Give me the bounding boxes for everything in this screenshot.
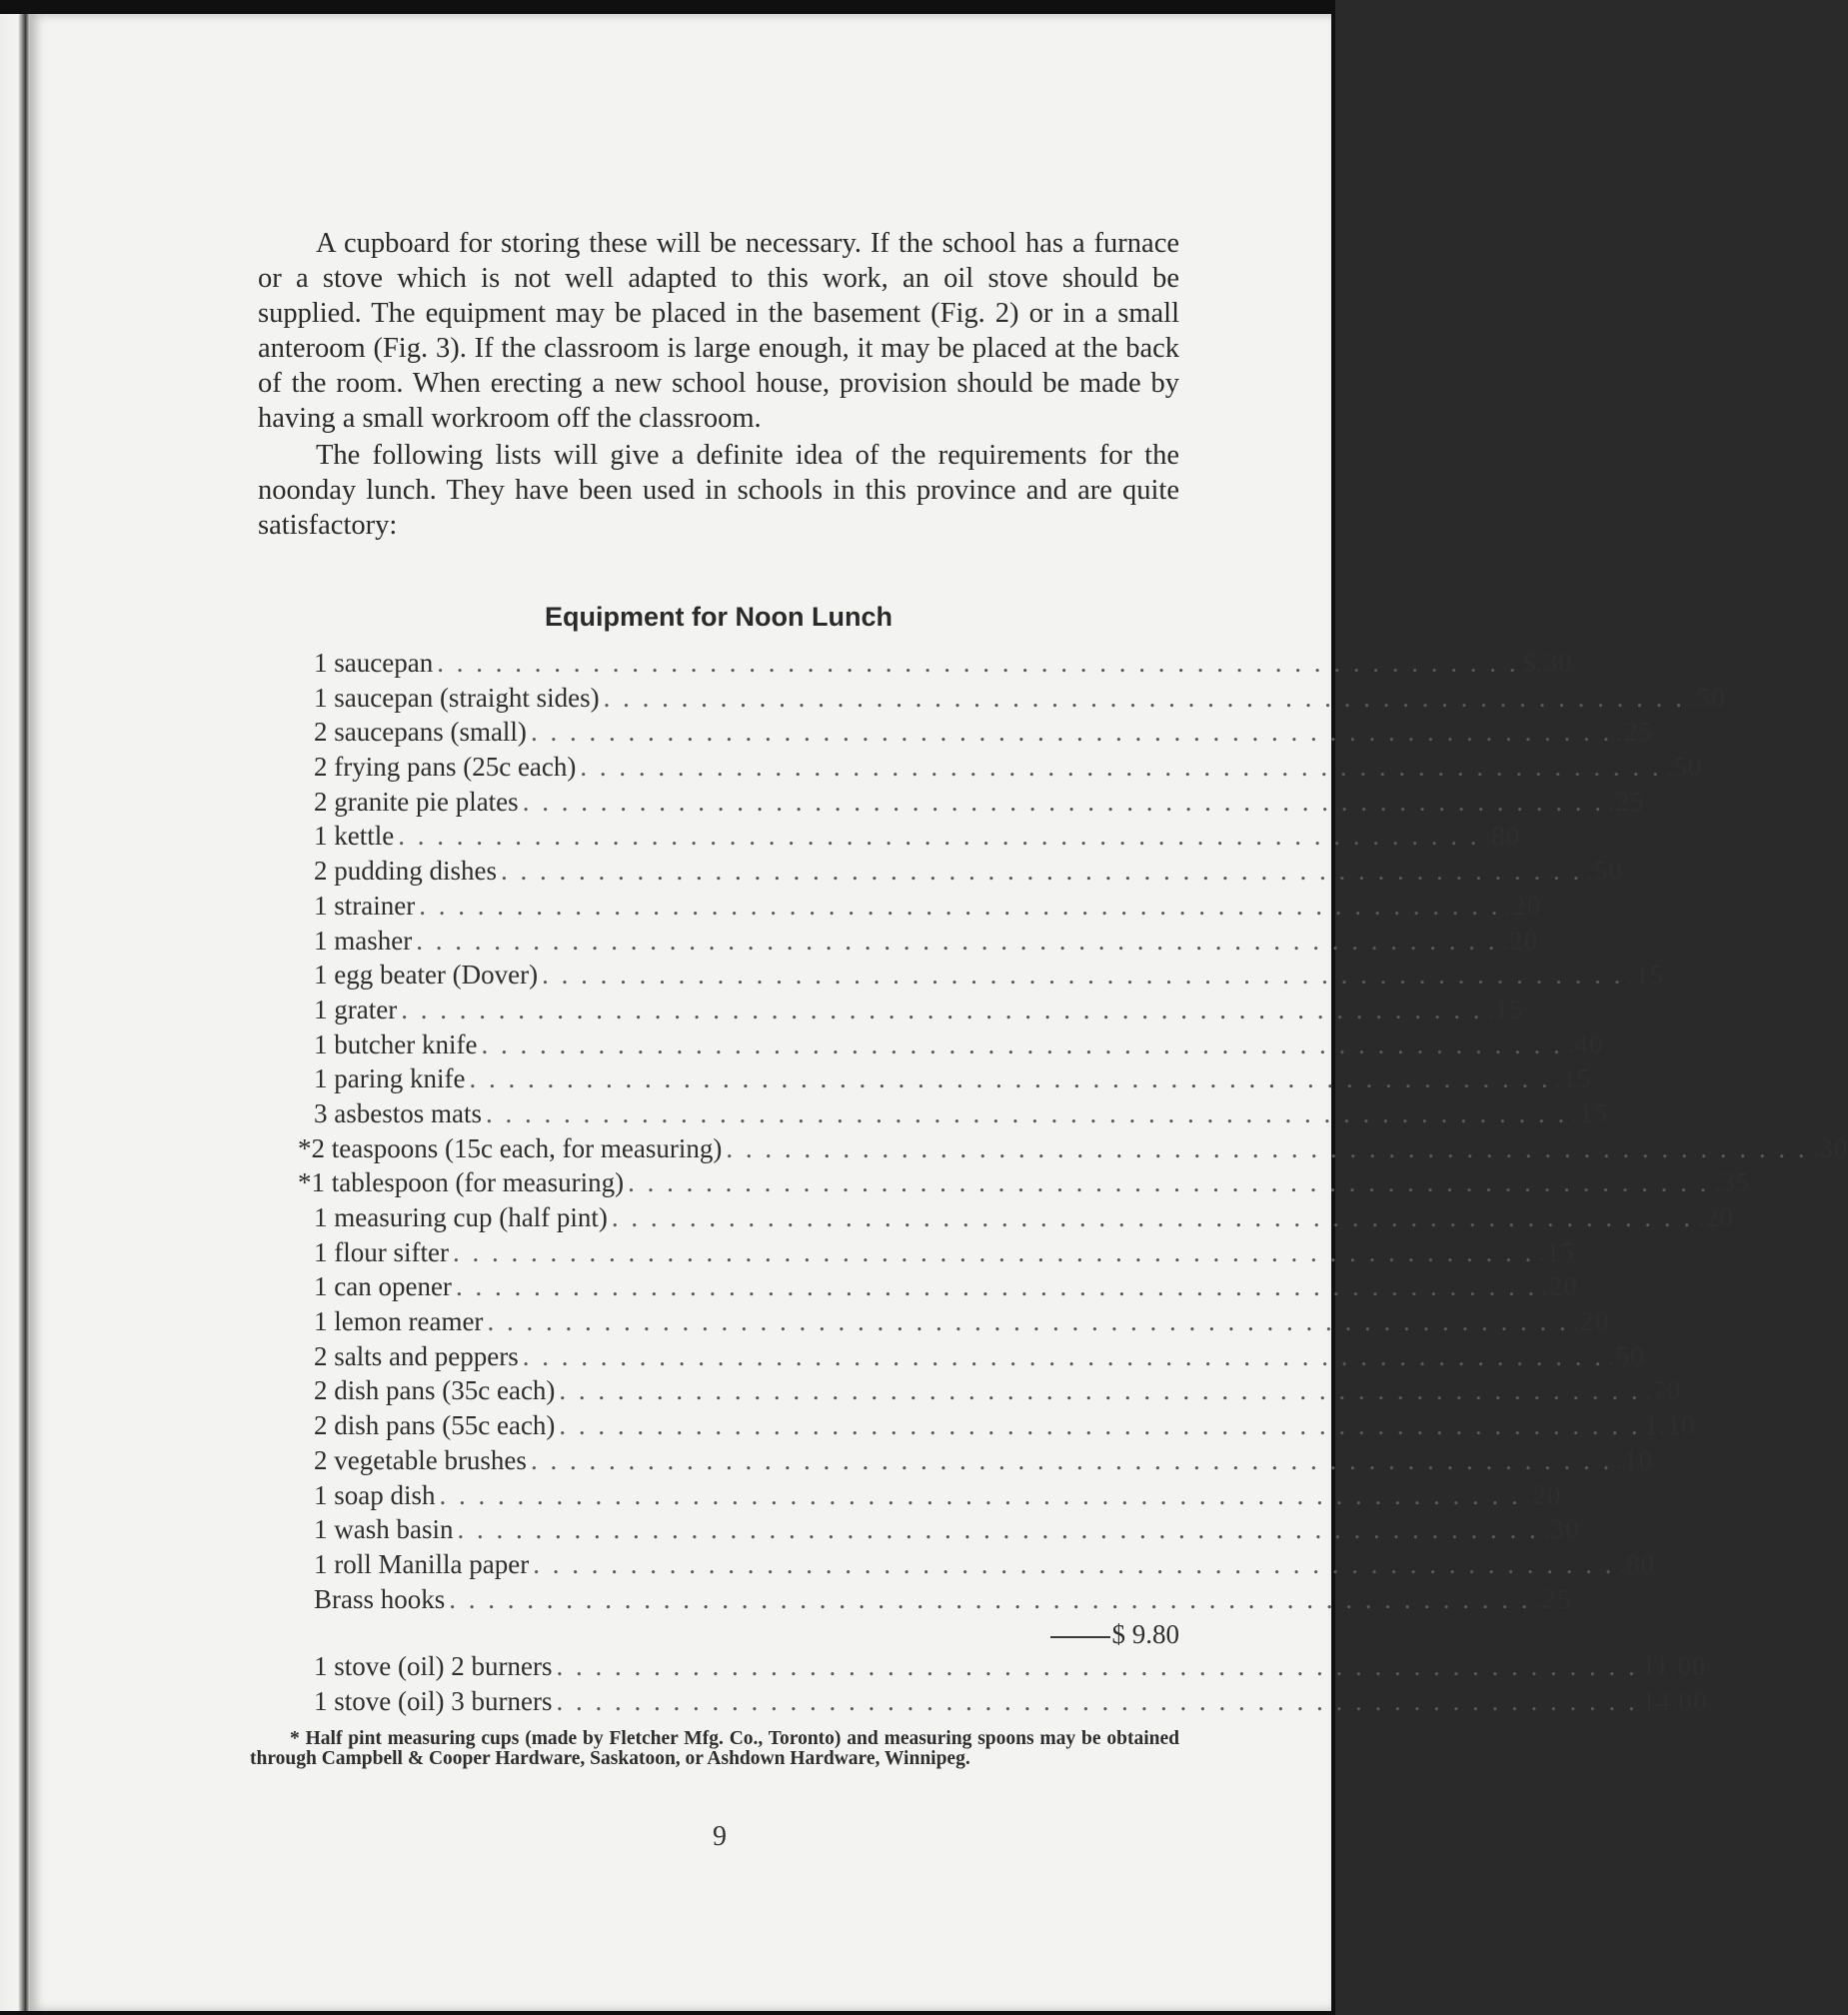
- equipment-item: [314, 1096, 1608, 1131]
- item-name: 1 wash basin: [314, 1514, 454, 1545]
- item-name: 2 salts and peppers: [314, 1340, 519, 1371]
- leader-dots: . . . . . . . . . . . . . . . . . . . . . . . . . . . . . . . . . . . . . . . . . . . . . . . . . . . . . . . .: [487, 1306, 1569, 1337]
- item-name: 1 butcher knife: [314, 1028, 478, 1059]
- item-price: .50: [1586, 856, 1624, 887]
- body-text: [258, 226, 1179, 543]
- item-name: 1 paring knife: [314, 1063, 466, 1094]
- leader-dots: . . . . . . . . . . . . . . . . . . . . . . . . . . . . . . . . . . . . . . . . . . . . . . . . . . . . . . . .: [439, 1479, 1521, 1510]
- leader-dots: . . . . . . . . . . . . . . . . . . . . . . . . . . . . . . . . . . . . . . . . . . . . . . . . . . . . . . . .: [416, 925, 1498, 956]
- item-price: .25: [1616, 717, 1653, 748]
- item-price: .50: [1607, 1340, 1645, 1371]
- item-name: 2 pudding dishes: [314, 856, 498, 887]
- item-name: 1 measuring cup (half pint): [314, 1202, 608, 1232]
- item-name: 1 saucepan (straight sides): [314, 682, 600, 713]
- item-price: .80: [1483, 821, 1521, 852]
- equipment-item: [314, 1512, 1580, 1547]
- item-name: *2 teaspoons (15c each, for measuring): [298, 1132, 723, 1163]
- equipment-item: [314, 1027, 1604, 1062]
- paragraph-2: The following lists will give a definite idea of the requirements for the noonday lunch. They have been used in schools in this province and are quite satisfactory:: [258, 440, 1179, 541]
- item-price: .80: [1618, 1548, 1656, 1579]
- item-price: .15: [1554, 1063, 1592, 1094]
- item-name: 1 flour sifter: [314, 1236, 449, 1267]
- item-name: 1 stove (oil) 3 burners: [314, 1685, 553, 1716]
- subtotal-rule: [1050, 1636, 1110, 1638]
- item-name: 2 vegetable brushes: [314, 1444, 527, 1475]
- item-price: .20: [1504, 890, 1542, 921]
- item-price: .15: [1571, 1097, 1608, 1128]
- leader-dots: . . . . . . . . . . . . . . . . . . . . . . . . . . . . . . . . . . . . . . . . . . . . . . . . . . . . . . . .: [452, 1236, 1535, 1267]
- item-name: 1 soap dish: [314, 1479, 436, 1510]
- item-name: 1 roll Manilla paper: [314, 1548, 530, 1579]
- leader-dots: . . . . . . . . . . . . . . . . . . . . . . . . . . . . . . . . . . . . . . . . . . . . . . . . . . . . . . . .: [522, 1340, 1604, 1371]
- equipment-item: [314, 924, 1539, 959]
- leader-dots: . . . . . . . . . . . . . . . . . . . . . . . . . . . . . . . . . . . . . . . . . . . . . . . . . . . . . . . .: [726, 1132, 1808, 1163]
- item-name: 2 dish pans (55c each): [314, 1410, 556, 1441]
- item-price: .40: [1566, 1028, 1604, 1059]
- item-price: .25: [1534, 1583, 1572, 1614]
- dollar-sign: $: [1522, 648, 1536, 678]
- equipment-item: [314, 1547, 1656, 1582]
- leader-dots: . . . . . . . . . . . . . . . . . . . . . . . . . . . . . . . . . . . . . . . . . . . . . . . . . . . . . . . .: [628, 1167, 1710, 1198]
- item-price: .15: [1538, 1236, 1575, 1267]
- item-price: .25: [1607, 786, 1645, 817]
- leader-dots: . . . . . . . . . . . . . . . . . . . . . . . . . . . . . . . . . . . . . . . . . . . . . . . . . . . . . . . .: [580, 752, 1662, 783]
- leader-dots: . . . . . . . . . . . . . . . . . . . . . . . . . . . . . . . . . . . . . . . . . . . . . . . . . . . . . . . .: [401, 994, 1483, 1024]
- leader-dots: . . . . . . . . . . . . . . . . . . . . . . . . . . . . . . . . . . . . . . . . . . . . . . . . . . . . . . . .: [455, 1271, 1538, 1302]
- item-name: 1 lemon reamer: [314, 1306, 484, 1337]
- footnote-text: * Half pint measuring cups (made by Fletcher Mfg. Co., Toronto) and measuring spoons may be obtained through Campbell & Cooper Hardware, Saskatoon, or Ashdown Hardware, Winnipeg.: [250, 1728, 1179, 1769]
- leader-dots: . . . . . . . . . . . . . . . . . . . . . . . . . . . . . . . . . . . . . . . . . . . . . . . . . . . . . . . .: [611, 1202, 1694, 1232]
- leader-dots: . . . . . . . . . . . . . . . . . . . . . . . . . . . . . . . . . . . . . . . . . . . . . . . . . . . . . . . .: [486, 1097, 1568, 1128]
- leader-dots: . . . . . . . . . . . . . . . . . . . . . . . . . . . . . . . . . . . . . . . . . . . . . . . . . . . . . . . .: [559, 1375, 1641, 1406]
- stove-list: [314, 1649, 1708, 1718]
- item-price: .30: [1535, 648, 1573, 678]
- item-price: .30: [1811, 1132, 1848, 1163]
- item-price: .35: [1713, 1167, 1751, 1198]
- item-price: .20: [1572, 1306, 1610, 1337]
- item-name: 1 stove (oil) 2 burners: [314, 1651, 553, 1681]
- equipment-item: [314, 750, 1703, 785]
- equipment-item: [314, 889, 1542, 924]
- equipment-item: [314, 958, 1665, 993]
- equipment-item: [298, 1131, 1848, 1166]
- equipment-item: [314, 715, 1653, 750]
- equipment-item: [314, 1235, 1575, 1270]
- leader-dots: . . . . . . . . . . . . . . . . . . . . . . . . . . . . . . . . . . . . . . . . . . . . . . . . . . . . . . . .: [481, 1028, 1563, 1059]
- item-price: .50: [1665, 752, 1703, 783]
- item-name: 1 masher: [314, 925, 413, 956]
- equipment-item: [314, 646, 1573, 681]
- equipment-item: [314, 1443, 1653, 1478]
- equipment-item: [314, 1408, 1696, 1443]
- leader-dots: . . . . . . . . . . . . . . . . . . . . . . . . . . . . . . . . . . . . . . . . . . . . . . . . . . . . . . . .: [603, 682, 1685, 713]
- leader-dots: . . . . . . . . . . . . . . . . . . . . . . . . . . . . . . . . . . . . . . . . . . . . . . . . . . . . . . . .: [556, 1685, 1638, 1716]
- equipment-list: [298, 646, 1848, 1616]
- leader-dots: . . . . . . . . . . . . . . . . . . . . . . . . . . . . . . . . . . . . . . . . . . . . . . . . . . . . . . . .: [530, 717, 1613, 748]
- item-price: 11.00: [1641, 1651, 1707, 1681]
- item-price: .15: [1627, 960, 1665, 991]
- item-price: .20: [1524, 1479, 1562, 1510]
- leader-dots: . . . . . . . . . . . . . . . . . . . . . . . . . . . . . . . . . . . . . . . . . . . . . . . . . . . . . . . .: [556, 1651, 1638, 1681]
- page-binding-edge: [0, 14, 30, 2011]
- item-name: 1 saucepan: [314, 648, 434, 678]
- item-name: 1 egg beater (Dover): [314, 960, 539, 991]
- item-price: .20: [1697, 1202, 1734, 1232]
- item-name: Brass hooks: [314, 1583, 446, 1614]
- item-price: .70: [1644, 1375, 1682, 1406]
- item-price: 1.10: [1644, 1410, 1696, 1441]
- subtotal-value: $ 9.80: [1111, 1619, 1179, 1649]
- stove-item: [314, 1649, 1707, 1684]
- item-name: 1 can opener: [314, 1271, 452, 1302]
- leader-dots: . . . . . . . . . . . . . . . . . . . . . . . . . . . . . . . . . . . . . . . . . . . . . . . . . . . . . . . .: [530, 1444, 1613, 1475]
- item-price: 14.00: [1641, 1685, 1708, 1716]
- item-name: 2 frying pans (25c each): [314, 752, 577, 783]
- equipment-item: [314, 1304, 1610, 1339]
- item-name: 1 grater: [314, 994, 398, 1024]
- equipment-item: [314, 1339, 1645, 1374]
- item-price: .15: [1486, 994, 1524, 1024]
- leader-dots: . . . . . . . . . . . . . . . . . . . . . . . . . . . . . . . . . . . . . . . . . . . . . . . . . . . . . . . .: [437, 648, 1519, 678]
- equipment-item: [314, 1061, 1592, 1096]
- equipment-item: [314, 993, 1524, 1027]
- footnote: [250, 1729, 1179, 1769]
- item-name: 2 saucepans (small): [314, 717, 527, 748]
- leader-dots: . . . . . . . . . . . . . . . . . . . . . . . . . . . . . . . . . . . . . . . . . . . . . . . . . . . . . . . .: [449, 1583, 1531, 1614]
- leader-dots: . . . . . . . . . . . . . . . . . . . . . . . . . . . . . . . . . . . . . . . . . . . . . . . . . . . . . . . .: [559, 1410, 1641, 1441]
- item-name: 1 strainer: [314, 890, 416, 921]
- item-name: 2 dish pans (35c each): [314, 1375, 556, 1406]
- leader-dots: . . . . . . . . . . . . . . . . . . . . . . . . . . . . . . . . . . . . . . . . . . . . . . . . . . . . . . . .: [501, 856, 1583, 887]
- equipment-item: [314, 1200, 1734, 1235]
- equipment-item: [314, 854, 1624, 889]
- item-price: .30: [1542, 1514, 1580, 1545]
- leader-dots: . . . . . . . . . . . . . . . . . . . . . . . . . . . . . . . . . . . . . . . . . . . . . . . . . . . . . . . .: [457, 1514, 1539, 1545]
- item-name: 2 granite pie plates: [314, 786, 519, 817]
- leader-dots: . . . . . . . . . . . . . . . . . . . . . . . . . . . . . . . . . . . . . . . . . . . . . . . . . . . . . . . .: [542, 960, 1624, 991]
- page-number: 9: [713, 1821, 727, 1852]
- paragraph-1: A cupboard for storing these will be necessary. If the school has a furnace or a stove which is not well adapted to this work, an oil stove should be supplied. The equipment may be placed in the basement (Fig. 2) or in a small anteroom (Fig. 3). If the classroom is large enough, it may be placed at the back of the room. When erecting a new school house, provision should be made by having a small workroom off the classroom.: [258, 228, 1179, 434]
- equipment-item: [314, 1373, 1682, 1408]
- leader-dots: . . . . . . . . . . . . . . . . . . . . . . . . . . . . . . . . . . . . . . . . . . . . . . . . . . . . . . . .: [533, 1548, 1615, 1579]
- item-price: .20: [1541, 1271, 1578, 1302]
- stove-item: [314, 1684, 1708, 1719]
- item-price: .20: [1501, 925, 1539, 956]
- leader-dots: . . . . . . . . . . . . . . . . . . . . . . . . . . . . . . . . . . . . . . . . . . . . . . . . . . . . . . . .: [469, 1063, 1551, 1094]
- item-price: .10: [1616, 1444, 1653, 1475]
- subtotal: [1017, 1619, 1179, 1650]
- leader-dots: . . . . . . . . . . . . . . . . . . . . . . . . . . . . . . . . . . . . . . . . . . . . . . . . . . . . . . . .: [419, 890, 1501, 921]
- item-name: *1 tablespoon (for measuring): [298, 1167, 625, 1198]
- equipment-item: [314, 1269, 1578, 1304]
- equipment-item: [314, 819, 1521, 854]
- equipment-item: [314, 1478, 1562, 1513]
- equipment-item: [314, 681, 1726, 716]
- equipment-item: [298, 1165, 1751, 1200]
- item-name: 1 kettle: [314, 821, 395, 852]
- equipment-item: [314, 785, 1645, 820]
- leader-dots: . . . . . . . . . . . . . . . . . . . . . . . . . . . . . . . . . . . . . . . . . . . . . . . . . . . . . . . .: [398, 821, 1480, 852]
- list-title: Equipment for Noon Lunch: [545, 602, 893, 632]
- item-name: 3 asbestos mats: [314, 1097, 482, 1128]
- leader-dots: . . . . . . . . . . . . . . . . . . . . . . . . . . . . . . . . . . . . . . . . . . . . . . . . . . . . . . . .: [522, 786, 1604, 817]
- item-price: .50: [1688, 682, 1726, 713]
- equipment-item: [314, 1582, 1572, 1617]
